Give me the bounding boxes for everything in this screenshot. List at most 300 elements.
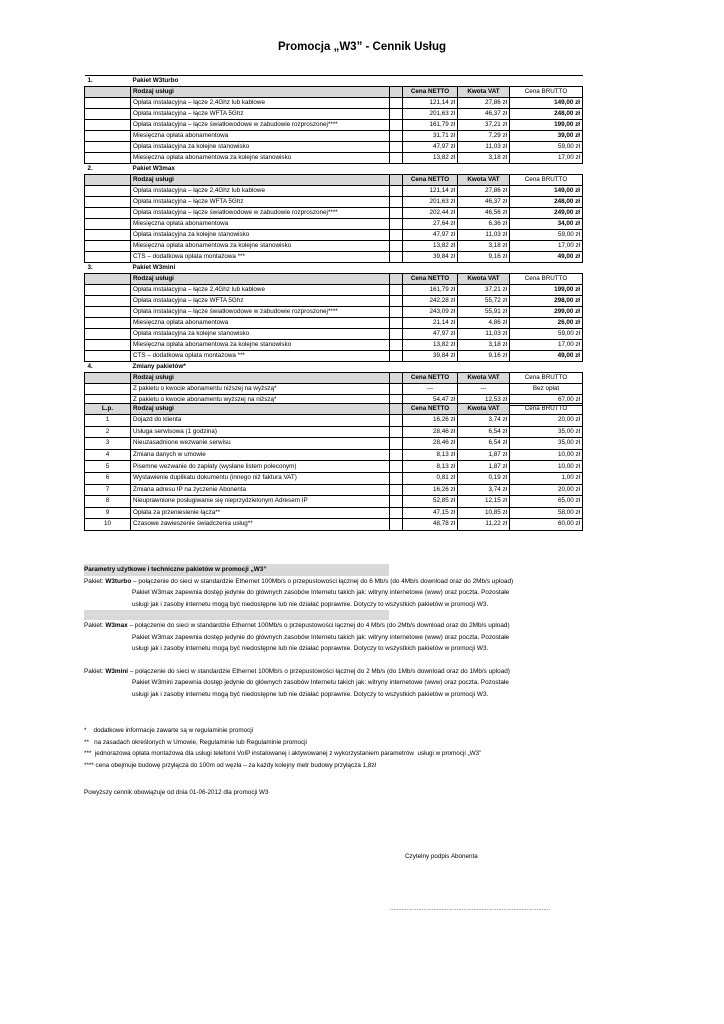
services-table [84, 403, 583, 531]
header-spacer [390, 373, 403, 384]
price-brutto: 35,00 zł [510, 426, 583, 438]
row-blank [85, 120, 131, 131]
price-vat: 55,91 zł [458, 307, 510, 318]
spacer [510, 76, 583, 87]
row-spacer [390, 241, 403, 252]
price-brutto: 10,00 zł [510, 461, 583, 473]
footnote: * dodatkowe informacje zawarte są w regulaminie promocji [84, 727, 254, 734]
service-name: Opłata instalacyjna – łącze światłowodowe w zabudowie rozproszonej**** [131, 208, 390, 219]
service-row [85, 484, 583, 496]
spacer [458, 263, 510, 274]
price-vat: 0,19 zł [458, 472, 510, 484]
row-spacer [390, 426, 403, 438]
price-vat: 1,87 zł [458, 449, 510, 461]
row-spacer [390, 109, 403, 120]
price-brutto: 58,00 zł [510, 507, 583, 519]
service-row [85, 438, 583, 450]
price-brutto: 34,00 zł [510, 219, 583, 230]
service-row [85, 461, 583, 473]
price-vat: 27,86 zł [458, 98, 510, 109]
price-netto: 39,84 zł [403, 252, 458, 263]
price-vat: 3,18 zł [458, 340, 510, 351]
service-name: Opłata instalacyjna – łącze 2,4Ghz lub kablowe [131, 186, 390, 197]
header-blank [85, 175, 131, 186]
service-name: Opłata instalacyjna – łącze światłowodowe w zabudowie rozproszonej**** [131, 307, 390, 318]
price-vat: 9,16 zł [458, 351, 510, 362]
signature-line: ................................................................................................ [390, 906, 551, 912]
row-spacer [390, 307, 403, 318]
service-name: Opłata instalacyjna – łącze WFTA 5Ghz [131, 109, 390, 120]
price-brutto: 17,00 zł [510, 153, 583, 164]
price-row [85, 340, 583, 351]
spacer [390, 164, 403, 175]
spacer [390, 76, 403, 87]
row-spacer [390, 507, 403, 519]
price-brutto: 49,00 zł [510, 252, 583, 263]
footnote: *** jednorazowa opłata montażowa dla usługi telefonii VoIP instalowanej i aktywowanej z wykorzystaniem parametrów usługi w promocji „W3” [84, 750, 482, 758]
price-brutto: 26,00 zł [510, 318, 583, 329]
price-netto: 47,97 zł [403, 329, 458, 340]
price-brutto: 199,00 zł [510, 285, 583, 296]
spacer [403, 362, 458, 373]
price-brutto: 17,00 zł [510, 340, 583, 351]
header-vat: Kwota VAT [458, 274, 510, 285]
price-vat: 11,03 zł [458, 142, 510, 153]
row-blank [85, 252, 131, 263]
price-netto: 121,14 zł [403, 98, 458, 109]
service-lp: 2 [85, 426, 131, 438]
price-row [85, 241, 583, 252]
header-service-type: Rodzaj usługi [131, 87, 390, 98]
price-netto: 13,82 zł [403, 153, 458, 164]
row-spacer [390, 142, 403, 153]
price-brutto: 59,00 zł [510, 329, 583, 340]
spacer [458, 164, 510, 175]
service-row [85, 415, 583, 427]
price-netto: 28,46 zł [403, 438, 458, 450]
service-name: Zmiana danych w umowie [131, 449, 390, 461]
header-spacer [390, 175, 403, 186]
row-blank [85, 296, 131, 307]
service-name: Opłata instalacyjna – łącze 2,4Ghz lub kablowe [131, 98, 390, 109]
price-brutto: 49,00 zł [510, 351, 583, 362]
section-row [85, 263, 583, 274]
parameters-heading: Parametry użytkowe i techniczne pakietów w promocji „W3” [84, 564, 389, 576]
service-name: Dojazd do klienta [131, 415, 390, 427]
service-lp: 3 [85, 438, 131, 450]
row-spacer [390, 296, 403, 307]
service-lp: 10 [85, 519, 131, 531]
row-spacer [390, 519, 403, 531]
package-description: Pakiet: W3mini – połączenie do sieci w standardzie Ethernet 100Mb/s o przepustowości łącznej do 2 Mb/s (do 1Mb/s download oraz do 1Mb/s upload) Pakiet W3mini zapewnia dostęp jedynie do głównych zasobów Internetu takich jak: witryny internetowe (www) oraz poczta. Pozostałe usługi jak i zasoby internetu mogą być niedostępne lub nie działać poprawnie. Dotyczy to wszystkich pakietów w promocji W3. [84, 667, 510, 698]
price-brutto: 59,00 zł [510, 230, 583, 241]
section-number: 3. [85, 263, 131, 274]
price-brutto: 199,00 zł [510, 120, 583, 131]
spacer [403, 263, 458, 274]
row-blank [85, 142, 131, 153]
price-row [85, 142, 583, 153]
price-brutto: 60,00 zł [510, 519, 583, 531]
header-lp: L.p. [85, 404, 131, 415]
service-name: Miesięczna opłata abonamentowa [131, 219, 390, 230]
service-name: Opłata instalacyjna za kolejne stanowisko [131, 230, 390, 241]
header-brutto: Cena BRUTTO [510, 87, 583, 98]
price-row [85, 109, 583, 120]
price-netto: 202,44 zł [403, 208, 458, 219]
price-netto: --- [403, 384, 458, 395]
spacer [510, 164, 583, 175]
row-blank [85, 219, 131, 230]
header-row [85, 274, 583, 285]
price-netto: 8,13 zł [403, 449, 458, 461]
price-brutto: 248,00 zł [510, 109, 583, 120]
price-row [85, 318, 583, 329]
header-blank [85, 87, 131, 98]
price-vat: 3,74 zł [458, 484, 510, 496]
price-brutto: 149,00 zł [510, 98, 583, 109]
service-name: Opłata instalacyjna – łącze 2,4Ghz lub kablowe [131, 285, 390, 296]
service-row [85, 426, 583, 438]
price-row [85, 307, 583, 318]
section-row [85, 164, 583, 175]
pricing-table [84, 75, 583, 406]
price-netto: 47,97 zł [403, 142, 458, 153]
service-name: Opłata instalacyjna za kolejne stanowisko [131, 329, 390, 340]
price-netto: 52,85 zł [403, 496, 458, 508]
service-name: Opłata za przeniesienie łącza** [131, 507, 390, 519]
price-row [85, 98, 583, 109]
header-spacer [390, 274, 403, 285]
price-vat: 6,36 zł [458, 219, 510, 230]
row-blank [85, 384, 131, 395]
header-brutto: Cena BRUTTO [510, 175, 583, 186]
service-lp: 8 [85, 496, 131, 508]
price-vat: 46,37 zł [458, 109, 510, 120]
price-netto: 39,84 zł [403, 351, 458, 362]
row-blank [85, 208, 131, 219]
price-brutto: 20,00 zł [510, 415, 583, 427]
row-spacer [390, 285, 403, 296]
service-name: Opłata instalacyjna za kolejne stanowisko [131, 142, 390, 153]
price-vat: 7,29 zł [458, 131, 510, 142]
price-netto: 242,28 zł [403, 296, 458, 307]
price-netto: 243,09 zł [403, 307, 458, 318]
price-brutto: 65,00 zł [510, 496, 583, 508]
price-vat: 11,03 zł [458, 230, 510, 241]
section-title: Pakiet W3mini [131, 263, 390, 274]
service-name: Wystawienie duplikatu dokumentu (innego niż faktura VAT) [131, 472, 390, 484]
spacer [510, 263, 583, 274]
price-vat: --- [458, 384, 510, 395]
service-lp: 5 [85, 461, 131, 473]
price-vat: 11,22 zł [458, 519, 510, 531]
service-name: Z pakietu o kwocie abonamentu niższej na wyższą* [131, 384, 390, 395]
header-row [85, 404, 583, 415]
price-brutto: 298,00 zł [510, 296, 583, 307]
header-blank [85, 373, 131, 384]
header-netto: Cena NETTO [403, 274, 458, 285]
price-brutto: 299,00 zł [510, 307, 583, 318]
price-netto: 0,81 zł [403, 472, 458, 484]
price-vat: 37,21 zł [458, 120, 510, 131]
row-spacer [390, 329, 403, 340]
price-netto: 28,46 zł [403, 426, 458, 438]
row-blank [85, 98, 131, 109]
price-brutto: 67,00 zł [510, 395, 583, 406]
price-vat: 46,56 zł [458, 208, 510, 219]
row-spacer [390, 98, 403, 109]
service-name: Miesięczna opłata abonamentowa [131, 131, 390, 142]
price-vat: 10,85 zł [458, 507, 510, 519]
header-spacer [390, 87, 403, 98]
footnote: **** cena obejmuje budowę przyłącza do 100m od węzła – za każdy kolejny metr budowy przyłącza 1,8zł [84, 761, 376, 769]
price-row [85, 208, 583, 219]
row-blank [85, 197, 131, 208]
service-name: Opłata instalacyjna – łącze światłowodowe w zabudowie rozproszonej**** [131, 120, 390, 131]
price-netto: 201,63 zł [403, 109, 458, 120]
row-spacer [390, 340, 403, 351]
spacer [390, 362, 403, 373]
price-netto: 16,26 zł [403, 415, 458, 427]
row-blank [85, 307, 131, 318]
price-vat: 46,37 zł [458, 197, 510, 208]
row-spacer [390, 252, 403, 263]
header-service-type: Rodzaj usługi [131, 373, 390, 384]
service-row [85, 449, 583, 461]
price-vat: 12,15 zł [458, 496, 510, 508]
row-spacer [390, 131, 403, 142]
price-vat: 1,87 zł [458, 461, 510, 473]
header-vat: Kwota VAT [458, 404, 510, 415]
row-blank [85, 351, 131, 362]
price-vat: 55,72 zł [458, 296, 510, 307]
price-row [85, 120, 583, 131]
row-spacer [390, 496, 403, 508]
spacer [458, 76, 510, 87]
price-netto: 48,78 zł [403, 519, 458, 531]
price-row [85, 197, 583, 208]
header-service-type: Rodzaj usługi [131, 175, 390, 186]
price-netto: 13,82 zł [403, 241, 458, 252]
price-brutto: 10,00 zł [510, 449, 583, 461]
service-lp: 1 [85, 415, 131, 427]
signature-label: Czytelny podpis Abonenta [405, 853, 478, 860]
header-spacer [390, 404, 403, 415]
price-netto: 161,79 zł [403, 285, 458, 296]
header-netto: Cena NETTO [403, 404, 458, 415]
price-vat: 11,03 zł [458, 329, 510, 340]
section-number: 1. [85, 76, 131, 87]
header-netto: Cena NETTO [403, 373, 458, 384]
price-vat: 9,16 zł [458, 252, 510, 263]
row-spacer [390, 461, 403, 473]
service-name: Z pakietu o kwocie abonamentu wyższej na niższą* [131, 395, 390, 406]
service-name: Opłata instalacyjna – łącze WFTA 5Ghz [131, 197, 390, 208]
price-row [85, 131, 583, 142]
price-brutto: 149,00 zł [510, 186, 583, 197]
price-netto: 13,82 zł [403, 340, 458, 351]
service-row [85, 496, 583, 508]
price-netto: 121,14 zł [403, 186, 458, 197]
row-blank [85, 153, 131, 164]
price-netto: 201,63 zł [403, 197, 458, 208]
service-name: Opłata instalacyjna – łącze WFTA 5Ghz [131, 296, 390, 307]
row-blank [85, 329, 131, 340]
section-title: Zmiany pakietów* [131, 362, 390, 373]
service-lp: 4 [85, 449, 131, 461]
price-row [85, 384, 583, 395]
header-service-type: Rodzaj usługi [131, 404, 390, 415]
row-blank [85, 109, 131, 120]
price-brutto: 249,00 zł [510, 208, 583, 219]
service-lp: 7 [85, 484, 131, 496]
price-vat: 4,86 zł [458, 318, 510, 329]
row-spacer [390, 153, 403, 164]
row-spacer [390, 208, 403, 219]
row-spacer [390, 484, 403, 496]
price-netto: 47,15 zł [403, 507, 458, 519]
row-spacer [390, 438, 403, 450]
price-vat: 6,54 zł [458, 438, 510, 450]
price-netto: 161,79 zł [403, 120, 458, 131]
spacer [390, 263, 403, 274]
price-vat: 6,54 zł [458, 426, 510, 438]
footnote: ** na zasadach określonych w Umowie, Regulaminie lub Regulaminie promocji [84, 738, 307, 746]
row-spacer [390, 230, 403, 241]
row-blank [85, 340, 131, 351]
header-vat: Kwota VAT [458, 373, 510, 384]
price-brutto: 59,00 zł [510, 142, 583, 153]
price-netto: 16,26 zł [403, 484, 458, 496]
service-name: Miesięczna opłata abonamentowa [131, 318, 390, 329]
price-vat: 3,18 zł [458, 241, 510, 252]
service-name: CTS – dodatkowa opłata montażowa *** [131, 351, 390, 362]
section-title: Pakiet W3turbo [131, 76, 390, 87]
price-vat: 27,86 zł [458, 186, 510, 197]
parameters-section [84, 564, 694, 700]
section-number: 4. [85, 362, 131, 373]
price-brutto: 35,00 zł [510, 438, 583, 450]
price-netto: 31,71 zł [403, 131, 458, 142]
price-vat: 37,21 zł [458, 285, 510, 296]
row-blank [85, 318, 131, 329]
price-brutto: 39,00 zł [510, 131, 583, 142]
price-row [85, 296, 583, 307]
header-brutto: Cena BRUTTO [510, 274, 583, 285]
service-name: Zmiana adresu IP na życzenie Abonenta [131, 484, 390, 496]
price-row [85, 230, 583, 241]
header-netto: Cena NETTO [403, 175, 458, 186]
price-brutto: 17,00 zł [510, 241, 583, 252]
price-netto: 54,47 zł [403, 395, 458, 406]
header-brutto: Cena BRUTTO [510, 404, 583, 415]
header-service-type: Rodzaj usługi [131, 274, 390, 285]
row-spacer [390, 197, 403, 208]
row-spacer [390, 120, 403, 131]
service-name: Nieuprawnione posługiwanie się nieprzydzielonym Adresem IP [131, 496, 390, 508]
row-blank [85, 241, 131, 252]
section-number: 2. [85, 164, 131, 175]
price-row [85, 285, 583, 296]
row-blank [85, 131, 131, 142]
price-netto: 27,64 zł [403, 219, 458, 230]
service-row [85, 519, 583, 531]
price-vat: 12,53 zł [458, 395, 510, 406]
price-brutto: 20,00 zł [510, 484, 583, 496]
price-brutto: Bez opłat [510, 384, 583, 395]
row-spacer [390, 384, 403, 395]
header-blank [85, 274, 131, 285]
row-spacer [390, 415, 403, 427]
price-row [85, 186, 583, 197]
price-vat: 3,74 zł [458, 415, 510, 427]
divider [84, 610, 389, 620]
service-lp: 9 [85, 507, 131, 519]
row-spacer [390, 449, 403, 461]
service-row [85, 472, 583, 484]
header-vat: Kwota VAT [458, 87, 510, 98]
service-name: Usługa serwisowa (1 godzina) [131, 426, 390, 438]
validity-note: Powyższy cennik obowiązuje od dnia 01-06-2012 dla promocji W3 [84, 789, 269, 796]
service-lp: 6 [85, 472, 131, 484]
price-row [85, 329, 583, 340]
row-blank [85, 230, 131, 241]
price-row [85, 219, 583, 230]
price-brutto: 248,00 zł [510, 197, 583, 208]
price-row [85, 252, 583, 263]
price-netto: 21,14 zł [403, 318, 458, 329]
price-netto: 47,97 zł [403, 230, 458, 241]
row-spacer [390, 351, 403, 362]
row-spacer [390, 219, 403, 230]
section-title: Pakiet W3max [131, 164, 390, 175]
service-name: Miesięczna opłata abonamentowa za kolejne stanowisko [131, 153, 390, 164]
service-name: CTS – dodatkowa opłata montażowa *** [131, 252, 390, 263]
package-description: Pakiet: W3turbo – połączenie do sieci w standardzie Ethernet 100Mb/s o przepustowości łącznej do 6 Mb/s (do 4Mb/s download oraz do 2Mb/s upload) Pakiet W3max zapewnia dostęp jedynie do głównych zasobów Internetu takich jak: witryny internetowe (www) oraz poczta. Pozostałe usługi jak i zasoby internetu mogą być niedostępne lub nie działać poprawnie. Dotyczy to wszystkich pakietów w promocji W3. [84, 577, 514, 608]
header-row [85, 87, 583, 98]
footnotes [84, 725, 481, 771]
row-spacer [390, 186, 403, 197]
header-row [85, 373, 583, 384]
price-row [85, 351, 583, 362]
header-row [85, 175, 583, 186]
package-description: Pakiet: W3max – połączenie do sieci w standardzie Ethernet 100Mb/s o przepustowości łącznej do 4 Mb/s (do 2Mb/s download oraz do 2Mb/s upload) Pakiet W3max zapewnia dostęp jedynie do głównych zasobów Internetu takich jak: witryny internetowe (www) oraz poczta. Pozostałe usługi jak i zasoby internetu mogą być niedostępne lub nie działać poprawnie. Dotyczy to wszystkich pakietów w promocji W3. [84, 622, 510, 652]
service-name: Nieuzasadnione wezwanie serwisu [131, 438, 390, 450]
service-row [85, 507, 583, 519]
row-blank [85, 285, 131, 296]
header-netto: Cena NETTO [403, 87, 458, 98]
price-row [85, 153, 583, 164]
spacer [403, 164, 458, 175]
spacer [403, 76, 458, 87]
price-netto: 8,13 zł [403, 461, 458, 473]
spacer [458, 362, 510, 373]
service-name: Czasowe zawieszenie świadczenia usług** [131, 519, 390, 531]
service-name: Pisemne wezwanie do zapłaty (wysłane listem poleconym) [131, 461, 390, 473]
page-title: Promocja „W3” - Cennik Usług [277, 41, 447, 53]
service-name: Miesięczna opłata abonamentowa za kolejne stanowisko [131, 241, 390, 252]
row-spacer [390, 318, 403, 329]
header-brutto: Cena BRUTTO [510, 373, 583, 384]
spacer [510, 362, 583, 373]
service-name: Miesięczna opłata abonamentowa za kolejne stanowisko [131, 340, 390, 351]
section-row [85, 76, 583, 87]
row-blank [85, 186, 131, 197]
price-vat: 3,18 zł [458, 153, 510, 164]
row-spacer [390, 472, 403, 484]
price-brutto: 1,00 zł [510, 472, 583, 484]
section-row [85, 362, 583, 373]
